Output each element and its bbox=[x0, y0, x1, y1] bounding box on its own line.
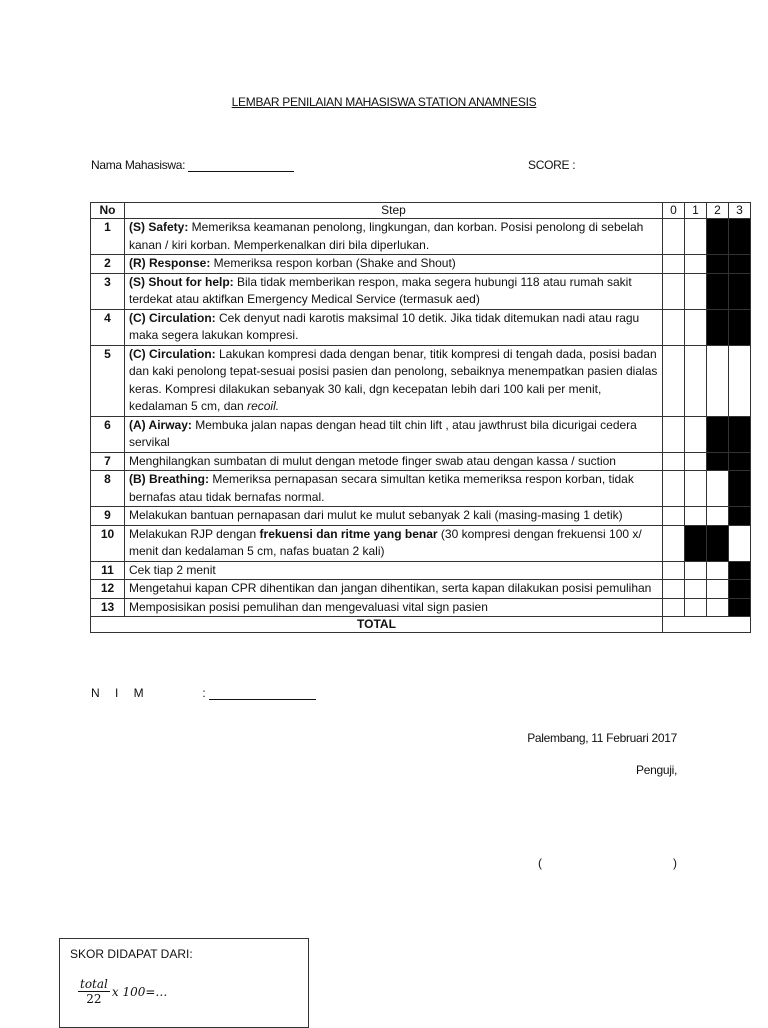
score-cell-disabled bbox=[707, 452, 729, 471]
score-cell-2[interactable] bbox=[707, 345, 729, 416]
step-heading: frekuensi dan ritme yang benar bbox=[259, 526, 438, 541]
score-cell-0[interactable] bbox=[663, 598, 685, 617]
score-cell-disabled bbox=[729, 309, 751, 345]
step-text: Mengetahui kapan CPR dihentikan dan jangan dihentikan, serta kapan dilakukan posisi pemulihan bbox=[129, 581, 652, 595]
score-cell-disabled bbox=[707, 525, 729, 561]
step-heading: (A) Airway: bbox=[129, 417, 192, 432]
step-text: Memeriksa pernapasan secara simultan ketika memeriksa respon korban, tidak bernafas atau tidak bernafas normal. bbox=[129, 472, 634, 504]
row-number: 1 bbox=[91, 219, 125, 255]
header-score-3: 3 bbox=[729, 203, 751, 219]
step-heading: (C) Circulation: bbox=[129, 346, 216, 361]
nim-colon: : bbox=[202, 686, 206, 700]
score-label: SCORE : bbox=[528, 158, 576, 172]
score-cell-1[interactable] bbox=[685, 507, 707, 526]
step-description bbox=[125, 561, 663, 580]
score-cell-disabled bbox=[729, 580, 751, 599]
score-cell-1[interactable] bbox=[685, 452, 707, 471]
examiner-label: Penguji, bbox=[636, 763, 677, 777]
formula-heading: SKOR DIDAPAT DARI: bbox=[70, 947, 193, 961]
step-description bbox=[125, 471, 663, 507]
score-cell-0[interactable] bbox=[663, 309, 685, 345]
step-description bbox=[125, 345, 663, 416]
header-score-0: 0 bbox=[663, 203, 685, 219]
row-number: 9 bbox=[91, 507, 125, 526]
step-text: Memposisikan posisi pemulihan dan mengevaluasi vital sign pasien bbox=[129, 599, 488, 614]
table-row bbox=[91, 416, 751, 452]
score-cell-disabled bbox=[729, 598, 751, 617]
table-row bbox=[91, 580, 751, 599]
step-text: Memeriksa respon korban (Shake and Shout) bbox=[210, 256, 456, 270]
row-number: 4 bbox=[91, 309, 125, 345]
formula-denominator: 22 bbox=[86, 992, 102, 1006]
student-name-label: Nama Mahasiswa: bbox=[91, 158, 186, 172]
score-cell-0[interactable] bbox=[663, 273, 685, 309]
step-text: (30 kompresi dengan frekuensi 100 x/ menit dan kedalaman 5 cm, nafas buatan 2 kali) bbox=[129, 526, 642, 558]
total-row bbox=[91, 617, 751, 633]
step-description bbox=[125, 273, 663, 309]
assessment-table bbox=[90, 202, 751, 633]
header-score-2: 2 bbox=[707, 203, 729, 219]
score-cell-1[interactable] bbox=[685, 219, 707, 255]
row-number: 12 bbox=[91, 580, 125, 599]
step-description bbox=[125, 255, 663, 274]
score-cell-disabled bbox=[707, 219, 729, 255]
step-emphasis: recoil. bbox=[247, 399, 280, 413]
score-cell-1[interactable] bbox=[685, 416, 707, 452]
signature-open-paren: ( bbox=[538, 856, 542, 870]
table-row bbox=[91, 255, 751, 274]
step-text: Membuka jalan napas dengan head tilt chin lift , atau jawthrust bila dicurigai cedera servikal bbox=[129, 417, 637, 449]
score-cell-disabled bbox=[707, 309, 729, 345]
row-number: 13 bbox=[91, 598, 125, 617]
table-row bbox=[91, 309, 751, 345]
nim-field[interactable] bbox=[209, 687, 316, 700]
formula-multiplier: x 100=… bbox=[111, 984, 168, 999]
table-header-row bbox=[91, 203, 751, 219]
step-text: Cek tiap 2 menit bbox=[129, 562, 216, 577]
table-row bbox=[91, 507, 751, 526]
step-description bbox=[125, 452, 663, 471]
row-number: 7 bbox=[91, 452, 125, 471]
table-row bbox=[91, 598, 751, 617]
score-cell-1[interactable] bbox=[685, 561, 707, 580]
score-cell-0[interactable] bbox=[663, 471, 685, 507]
table-row bbox=[91, 561, 751, 580]
row-number: 2 bbox=[91, 255, 125, 274]
score-cell-1[interactable] bbox=[685, 273, 707, 309]
score-cell-disabled bbox=[729, 219, 751, 255]
place-date: Palembang, 11 Februari 2017 bbox=[527, 731, 677, 745]
step-text: Melakukan RJP dengan bbox=[129, 526, 260, 541]
score-cell-1[interactable] bbox=[685, 255, 707, 274]
step-description bbox=[125, 309, 663, 345]
step-heading: (C) Circulation: bbox=[129, 310, 216, 325]
student-name-field[interactable] bbox=[188, 159, 294, 172]
score-cell-2[interactable] bbox=[707, 471, 729, 507]
score-cell-0[interactable] bbox=[663, 219, 685, 255]
step-description bbox=[125, 416, 663, 452]
table-row bbox=[91, 219, 751, 255]
step-heading: (R) Response: bbox=[129, 256, 211, 270]
header-score-1: 1 bbox=[685, 203, 707, 219]
score-formula-box bbox=[59, 938, 309, 1028]
score-cell-3[interactable] bbox=[729, 345, 751, 416]
formula-numerator: total bbox=[80, 977, 108, 991]
score-cell-2[interactable] bbox=[707, 580, 729, 599]
score-cell-0[interactable] bbox=[663, 507, 685, 526]
score-cell-0[interactable] bbox=[663, 416, 685, 452]
score-cell-disabled bbox=[685, 525, 707, 561]
row-number: 6 bbox=[91, 416, 125, 452]
score-formula bbox=[78, 977, 167, 1006]
step-description bbox=[125, 580, 663, 599]
nim-line bbox=[91, 686, 316, 700]
header-step: Step bbox=[125, 203, 663, 219]
score-cell-disabled bbox=[729, 416, 751, 452]
step-text: Memeriksa keamanan penolong, lingkungan, dan korban. Posisi penolong di sebelah kanan / kiri korban. Memperkenalkan diri bila diperlukan. bbox=[129, 220, 644, 252]
table-row bbox=[91, 452, 751, 471]
header-no: No bbox=[91, 203, 125, 219]
form-title: LEMBAR PENILAIAN MAHASISWA STATION ANAMNESIS bbox=[231, 95, 537, 109]
score-cell-disabled bbox=[729, 561, 751, 580]
score-cell-disabled bbox=[707, 273, 729, 309]
score-cell-disabled bbox=[729, 452, 751, 471]
row-number: 10 bbox=[91, 525, 125, 561]
step-description bbox=[125, 219, 663, 255]
score-cell-disabled bbox=[707, 255, 729, 274]
table-row bbox=[91, 273, 751, 309]
table-row bbox=[91, 345, 751, 416]
score-cell-1[interactable] bbox=[685, 345, 707, 416]
score-cell-1[interactable] bbox=[685, 309, 707, 345]
step-heading: (S) Shout for help: bbox=[129, 274, 234, 289]
row-number: 8 bbox=[91, 471, 125, 507]
score-cell-3[interactable] bbox=[729, 525, 751, 561]
total-label: TOTAL bbox=[91, 617, 663, 633]
score-cell-0[interactable] bbox=[663, 255, 685, 274]
row-number: 3 bbox=[91, 273, 125, 309]
score-cell-disabled bbox=[707, 416, 729, 452]
step-text: Bila tidak memberikan respon, maka segera hubungi 118 atau rumah sakit terdekat atau aktifkan Emergency Medical Service (termasuk aed) bbox=[129, 274, 632, 306]
step-description bbox=[125, 507, 663, 526]
row-number: 11 bbox=[91, 561, 125, 580]
score-cell-disabled bbox=[729, 507, 751, 526]
score-cell-disabled bbox=[729, 255, 751, 274]
score-cell-0[interactable] bbox=[663, 561, 685, 580]
score-cell-2[interactable] bbox=[707, 561, 729, 580]
student-name-line bbox=[91, 158, 294, 172]
step-text: Cek denyut nadi karotis maksimal 10 detik. Jika tidak ditemukan nadi atau ragu maka segera lakukan kompresi. bbox=[129, 310, 640, 342]
table-row bbox=[91, 471, 751, 507]
step-text: Menghilangkan sumbatan di mulut dengan metode finger swab atau dengan kassa / suction bbox=[129, 453, 616, 468]
score-cell-0[interactable] bbox=[663, 345, 685, 416]
score-cell-1[interactable] bbox=[685, 580, 707, 599]
formula-fraction bbox=[78, 977, 110, 1006]
signature-close-paren: ) bbox=[673, 856, 677, 870]
score-cell-1[interactable] bbox=[685, 598, 707, 617]
score-cell-0[interactable] bbox=[663, 525, 685, 561]
score-cell-disabled bbox=[729, 273, 751, 309]
nim-label: N I M bbox=[91, 686, 150, 700]
step-heading: (B) Breathing: bbox=[129, 472, 209, 486]
score-cell-0[interactable] bbox=[663, 452, 685, 471]
score-cell-2[interactable] bbox=[707, 507, 729, 526]
row-number: 5 bbox=[91, 345, 125, 416]
score-cell-disabled bbox=[729, 471, 751, 507]
table-row bbox=[91, 525, 751, 561]
step-description bbox=[125, 525, 663, 561]
step-description bbox=[125, 598, 663, 617]
score-cell-0[interactable] bbox=[663, 580, 685, 599]
step-text: Lakukan kompresi dada dengan benar, titik kompresi di tengah dada, posisi badan dan kaki penolong tepat-sesuai posisi pasien dan penolong, sebaiknya menempatkan pasien dialas keras. Kompresi dilakukan sebanyak 30 kali, dgn kecepatan lebih dari 100 kali per menit, kedalaman 5 cm, dan bbox=[129, 346, 658, 413]
step-heading: (S) Safety: bbox=[129, 220, 189, 234]
score-cell-1[interactable] bbox=[685, 471, 707, 507]
step-text: Melakukan bantuan pernapasan dari mulut ke mulut sebanyak 2 kali (masing-masing 1 detik) bbox=[129, 508, 623, 522]
total-score-cell[interactable] bbox=[663, 617, 751, 633]
score-cell-2[interactable] bbox=[707, 598, 729, 617]
